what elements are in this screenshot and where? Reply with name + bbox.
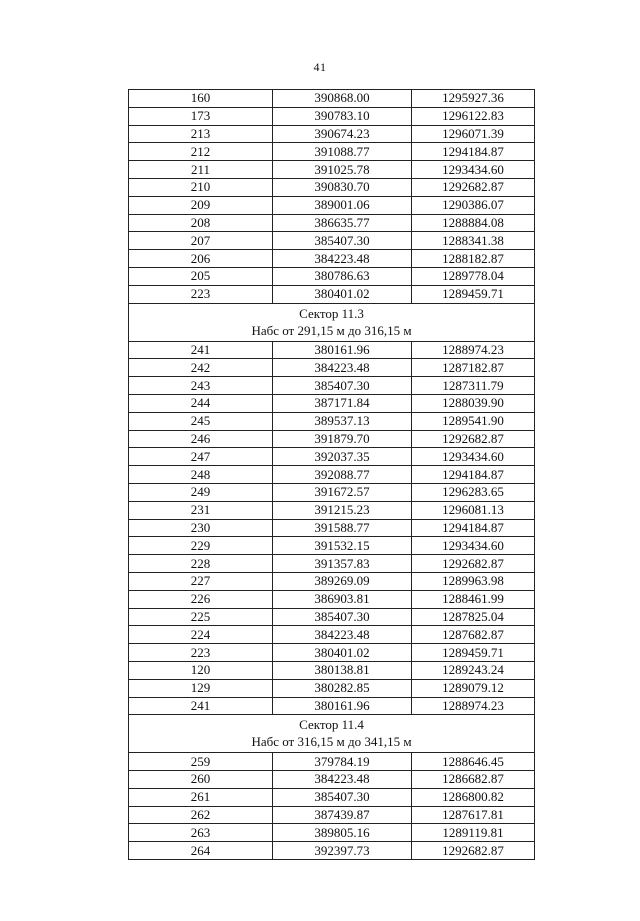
- x-coordinate-cell: 387439.87: [273, 806, 412, 824]
- sector-header: [129, 303, 535, 341]
- point-number-cell: 205: [129, 267, 273, 285]
- point-number-cell: 223: [129, 644, 273, 662]
- x-coordinate-cell: 380401.02: [273, 644, 412, 662]
- x-coordinate-cell: 391215.23: [273, 501, 412, 519]
- coordinates-table-body: [129, 90, 535, 860]
- y-coordinate-cell: 1289119.81: [412, 824, 535, 842]
- point-number-cell: 248: [129, 466, 273, 484]
- table-row: [129, 661, 535, 679]
- sector-elevation-range: Набс от 316,15 м до 341,15 м: [251, 734, 412, 750]
- y-coordinate-cell: 1289459.71: [412, 644, 535, 662]
- x-coordinate-cell: 391532.15: [273, 537, 412, 555]
- sector-header: [129, 715, 535, 753]
- x-coordinate-cell: 385407.30: [273, 232, 412, 250]
- table-row: [129, 753, 535, 771]
- point-number-cell: 247: [129, 448, 273, 466]
- table-row: [129, 483, 535, 501]
- point-number-cell: 230: [129, 519, 273, 537]
- table-row: [129, 679, 535, 697]
- sector-title: Сектор 11.3: [299, 305, 364, 321]
- point-number-cell: 173: [129, 107, 273, 125]
- point-number-cell: 245: [129, 412, 273, 430]
- x-coordinate-cell: 380282.85: [273, 679, 412, 697]
- coordinates-table: [128, 89, 535, 860]
- y-coordinate-cell: 1293434.60: [412, 448, 535, 466]
- point-number-cell: 225: [129, 608, 273, 626]
- x-coordinate-cell: 385407.30: [273, 788, 412, 806]
- point-number-cell: 249: [129, 483, 273, 501]
- table-row: [129, 788, 535, 806]
- y-coordinate-cell: 1287311.79: [412, 377, 535, 395]
- y-coordinate-cell: 1288646.45: [412, 753, 535, 771]
- point-number-cell: 264: [129, 842, 273, 860]
- y-coordinate-cell: 1293434.60: [412, 161, 535, 179]
- x-coordinate-cell: 380138.81: [273, 661, 412, 679]
- table-row: [129, 697, 535, 715]
- y-coordinate-cell: 1286800.82: [412, 788, 535, 806]
- point-number-cell: 227: [129, 572, 273, 590]
- table-row: [129, 448, 535, 466]
- y-coordinate-cell: 1287682.87: [412, 626, 535, 644]
- y-coordinate-cell: 1288461.99: [412, 590, 535, 608]
- point-number-cell: 228: [129, 555, 273, 573]
- point-number-cell: 213: [129, 125, 273, 143]
- point-number-cell: 226: [129, 590, 273, 608]
- table-row: [129, 824, 535, 842]
- y-coordinate-cell: 1288341.38: [412, 232, 535, 250]
- y-coordinate-cell: 1289243.24: [412, 661, 535, 679]
- table-row: [129, 107, 535, 125]
- x-coordinate-cell: 391088.77: [273, 143, 412, 161]
- x-coordinate-cell: 385407.30: [273, 377, 412, 395]
- point-number-cell: 208: [129, 214, 273, 232]
- x-coordinate-cell: 391588.77: [273, 519, 412, 537]
- point-number-cell: 244: [129, 394, 273, 412]
- y-coordinate-cell: 1287825.04: [412, 608, 535, 626]
- table-row: [129, 501, 535, 519]
- table-row: [129, 608, 535, 626]
- table-row: [129, 519, 535, 537]
- x-coordinate-cell: 390830.70: [273, 178, 412, 196]
- point-number-cell: 243: [129, 377, 273, 395]
- y-coordinate-cell: 1293434.60: [412, 537, 535, 555]
- table-row: [129, 537, 535, 555]
- sector-elevation-range: Набс от 291,15 м до 316,15 м: [251, 322, 412, 338]
- sector-title: Сектор 11.4: [299, 717, 364, 733]
- y-coordinate-cell: 1292682.87: [412, 842, 535, 860]
- table-row: [129, 250, 535, 268]
- x-coordinate-cell: 391672.57: [273, 483, 412, 501]
- x-coordinate-cell: 391025.78: [273, 161, 412, 179]
- x-coordinate-cell: 391879.70: [273, 430, 412, 448]
- point-number-cell: 262: [129, 806, 273, 824]
- y-coordinate-cell: 1292682.87: [412, 555, 535, 573]
- x-coordinate-cell: 384223.48: [273, 359, 412, 377]
- point-number-cell: 241: [129, 697, 273, 715]
- sector-header-row: [129, 715, 535, 753]
- table-row: [129, 285, 535, 303]
- table-row: [129, 590, 535, 608]
- y-coordinate-cell: 1294184.87: [412, 466, 535, 484]
- y-coordinate-cell: 1296081.13: [412, 501, 535, 519]
- x-coordinate-cell: 384223.48: [273, 771, 412, 789]
- y-coordinate-cell: 1287617.81: [412, 806, 535, 824]
- table-row: [129, 572, 535, 590]
- y-coordinate-cell: 1294184.87: [412, 519, 535, 537]
- x-coordinate-cell: 389805.16: [273, 824, 412, 842]
- point-number-cell: 261: [129, 788, 273, 806]
- point-number-cell: 209: [129, 196, 273, 214]
- x-coordinate-cell: 384223.48: [273, 250, 412, 268]
- point-number-cell: 211: [129, 161, 273, 179]
- point-number-cell: 231: [129, 501, 273, 519]
- y-coordinate-cell: 1292682.87: [412, 430, 535, 448]
- x-coordinate-cell: 380161.96: [273, 341, 412, 359]
- y-coordinate-cell: 1289459.71: [412, 285, 535, 303]
- table-row: [129, 267, 535, 285]
- table-row: [129, 842, 535, 860]
- table-row: [129, 771, 535, 789]
- table-row: [129, 359, 535, 377]
- x-coordinate-cell: 389537.13: [273, 412, 412, 430]
- point-number-cell: 259: [129, 753, 273, 771]
- point-number-cell: 207: [129, 232, 273, 250]
- x-coordinate-cell: 391357.83: [273, 555, 412, 573]
- x-coordinate-cell: 380786.63: [273, 267, 412, 285]
- point-number-cell: 260: [129, 771, 273, 789]
- y-coordinate-cell: 1288974.23: [412, 697, 535, 715]
- y-coordinate-cell: 1289778.04: [412, 267, 535, 285]
- x-coordinate-cell: 387171.84: [273, 394, 412, 412]
- x-coordinate-cell: 389269.09: [273, 572, 412, 590]
- y-coordinate-cell: 1296071.39: [412, 125, 535, 143]
- point-number-cell: 223: [129, 285, 273, 303]
- table-row: [129, 466, 535, 484]
- y-coordinate-cell: 1288974.23: [412, 341, 535, 359]
- y-coordinate-cell: 1292682.87: [412, 178, 535, 196]
- point-number-cell: 224: [129, 626, 273, 644]
- point-number-cell: 129: [129, 679, 273, 697]
- table-row: [129, 90, 535, 108]
- y-coordinate-cell: 1296283.65: [412, 483, 535, 501]
- point-number-cell: 246: [129, 430, 273, 448]
- y-coordinate-cell: 1289079.12: [412, 679, 535, 697]
- point-number-cell: 263: [129, 824, 273, 842]
- point-number-cell: 241: [129, 341, 273, 359]
- y-coordinate-cell: 1295927.36: [412, 90, 535, 108]
- x-coordinate-cell: 392037.35: [273, 448, 412, 466]
- point-number-cell: 229: [129, 537, 273, 555]
- x-coordinate-cell: 385407.30: [273, 608, 412, 626]
- x-coordinate-cell: 386903.81: [273, 590, 412, 608]
- table-row: [129, 341, 535, 359]
- table-row: [129, 214, 535, 232]
- x-coordinate-cell: 389001.06: [273, 196, 412, 214]
- page-number: 41: [313, 60, 327, 74]
- table-row: [129, 626, 535, 644]
- point-number-cell: 120: [129, 661, 273, 679]
- table-row: [129, 196, 535, 214]
- table-row: [129, 555, 535, 573]
- point-number-cell: 210: [129, 178, 273, 196]
- table-row: [129, 394, 535, 412]
- x-coordinate-cell: 384223.48: [273, 626, 412, 644]
- x-coordinate-cell: 392397.73: [273, 842, 412, 860]
- x-coordinate-cell: 392088.77: [273, 466, 412, 484]
- table-row: [129, 644, 535, 662]
- x-coordinate-cell: 380161.96: [273, 697, 412, 715]
- y-coordinate-cell: 1288182.87: [412, 250, 535, 268]
- y-coordinate-cell: 1286682.87: [412, 771, 535, 789]
- y-coordinate-cell: 1296122.83: [412, 107, 535, 125]
- table-row: [129, 377, 535, 395]
- y-coordinate-cell: 1290386.07: [412, 196, 535, 214]
- y-coordinate-cell: 1288884.08: [412, 214, 535, 232]
- x-coordinate-cell: 390868.00: [273, 90, 412, 108]
- point-number-cell: 160: [129, 90, 273, 108]
- sector-header-row: [129, 303, 535, 341]
- y-coordinate-cell: 1289541.90: [412, 412, 535, 430]
- table-row: [129, 143, 535, 161]
- point-number-cell: 242: [129, 359, 273, 377]
- table-row: [129, 430, 535, 448]
- x-coordinate-cell: 390674.23: [273, 125, 412, 143]
- x-coordinate-cell: 386635.77: [273, 214, 412, 232]
- table-row: [129, 232, 535, 250]
- x-coordinate-cell: 379784.19: [273, 753, 412, 771]
- y-coordinate-cell: 1294184.87: [412, 143, 535, 161]
- x-coordinate-cell: 380401.02: [273, 285, 412, 303]
- table-row: [129, 412, 535, 430]
- x-coordinate-cell: 390783.10: [273, 107, 412, 125]
- point-number-cell: 212: [129, 143, 273, 161]
- y-coordinate-cell: 1289963.98: [412, 572, 535, 590]
- table-row: [129, 161, 535, 179]
- table-row: [129, 806, 535, 824]
- table-row: [129, 125, 535, 143]
- table-row: [129, 178, 535, 196]
- y-coordinate-cell: 1287182.87: [412, 359, 535, 377]
- y-coordinate-cell: 1288039.90: [412, 394, 535, 412]
- point-number-cell: 206: [129, 250, 273, 268]
